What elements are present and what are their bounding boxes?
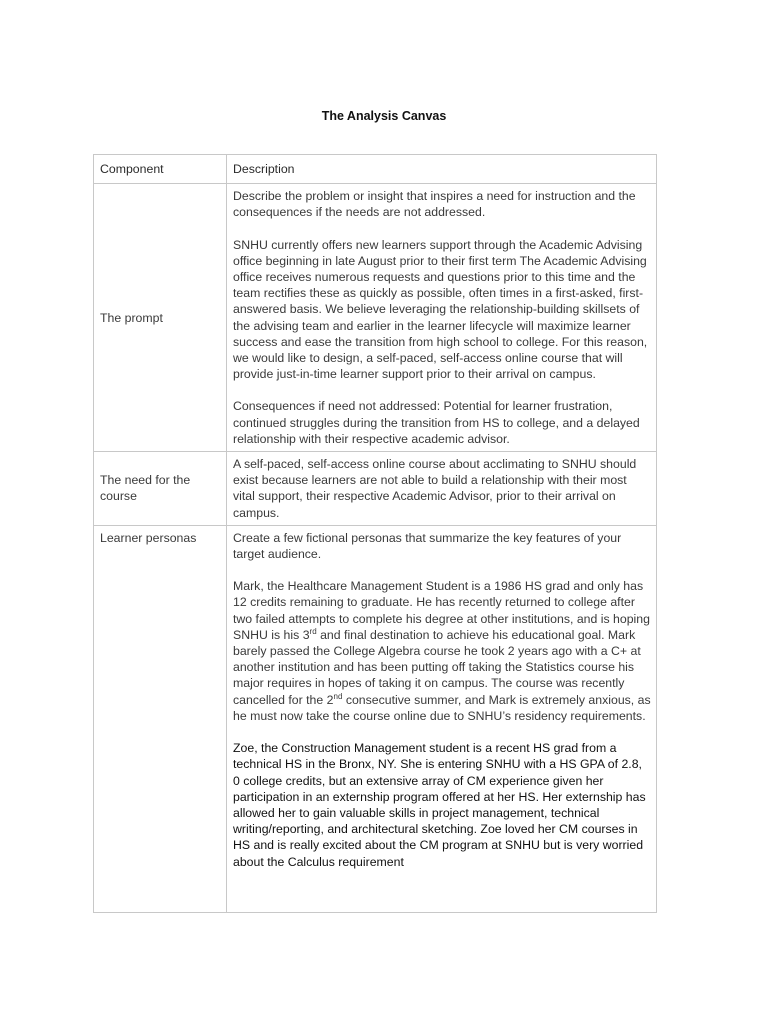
personas-instruction: Create a few fictional personas that summarize the key features of your target audience. bbox=[233, 530, 622, 562]
persona-mark-text-2: and final destination to achieve his educational goal. Mark barely passed the College Algebra course he took 2 years ago with a C+ at another institution and has been putting off taking the Statistics course his major requires in hopes of taking it on campus. The course was recently cancelled for the 2 bbox=[233, 627, 641, 707]
header-description: Description bbox=[227, 155, 657, 184]
description-personas bbox=[227, 525, 657, 912]
description-prompt bbox=[227, 184, 657, 452]
page-title: The Analysis Canvas bbox=[321, 109, 447, 123]
component-need: The need for the course bbox=[94, 452, 227, 526]
ordinal-suffix: rd bbox=[309, 626, 317, 636]
description-need bbox=[227, 452, 657, 526]
prompt-instruction: Describe the problem or insight that inspires a need for instruction and the consequences if the needs are not addressed. bbox=[233, 189, 636, 220]
need-body: A self-paced, self-access online course about acclimating to SNHU should exist because learners are not able to build a relationship with their most vital support, their respective Academic Advisor, prior to their arrival on campus. bbox=[233, 457, 637, 520]
persona-mark-text-1: Mark, the Healthcare Management Student is a 1986 HS grad and only has 12 credits remaining to graduate. He has recently returned to college after two failed attempts to complete his degree at other institutions, and is hoping SNHU is his 3 bbox=[233, 579, 650, 642]
prompt-consequences: Consequences if need not addressed: Potential for learner frustration, continued struggles during the transition from HS to college, and a delayed relationship with their respective academic advisor. bbox=[233, 399, 640, 446]
table-row-need bbox=[94, 452, 657, 526]
persona-mark bbox=[233, 578, 651, 724]
prompt-body: SNHU currently offers new learners support through the Academic Advising office beginning in late August prior to their first term The Academic Advising office receives numerous requests and questions prior to this time and the team rectifies these as quickly as possible, often times in a first-asked, first-answered basis. We believe leveraging the relationship-building skillsets of the advising team and earlier in the learner lifecycle will maximize learner success and ease the transition from high school to college. For this reason, we would like to design, a self-paced, self-access online course that will provide just-in-time learner support prior to their arrival on campus. bbox=[233, 237, 648, 382]
table-row-personas bbox=[94, 525, 657, 912]
component-prompt: The prompt bbox=[94, 184, 227, 452]
header-component: Component bbox=[94, 155, 227, 184]
persona-zoe: Zoe, the Construction Management student is a recent HS grad from a technical HS in the Bronx, NY. She is entering SNHU with a HS GPA of 2.8, 0 college credits, but an extensive array of CM experience given her participation in an externship program offered at her HS. Her externship has allowed her to gain valuable skills in project management, technical writing/reporting, and architectural sketching. Zoe loved her CM courses in HS and is really excited about the CM program at SNHU but is very worried about the Calculus requirement bbox=[233, 741, 646, 869]
component-personas: Learner personas bbox=[94, 525, 227, 912]
ordinal-suffix: nd bbox=[333, 691, 343, 701]
table-row-prompt bbox=[94, 184, 657, 452]
analysis-canvas-table bbox=[93, 154, 657, 913]
table-header-row bbox=[94, 155, 657, 184]
personas-content bbox=[233, 530, 651, 908]
persona-mark-text-3: consecutive summer, and Mark is extremely anxious, as he must now take the course online due to SNHU’s residency requirements. bbox=[233, 692, 651, 723]
